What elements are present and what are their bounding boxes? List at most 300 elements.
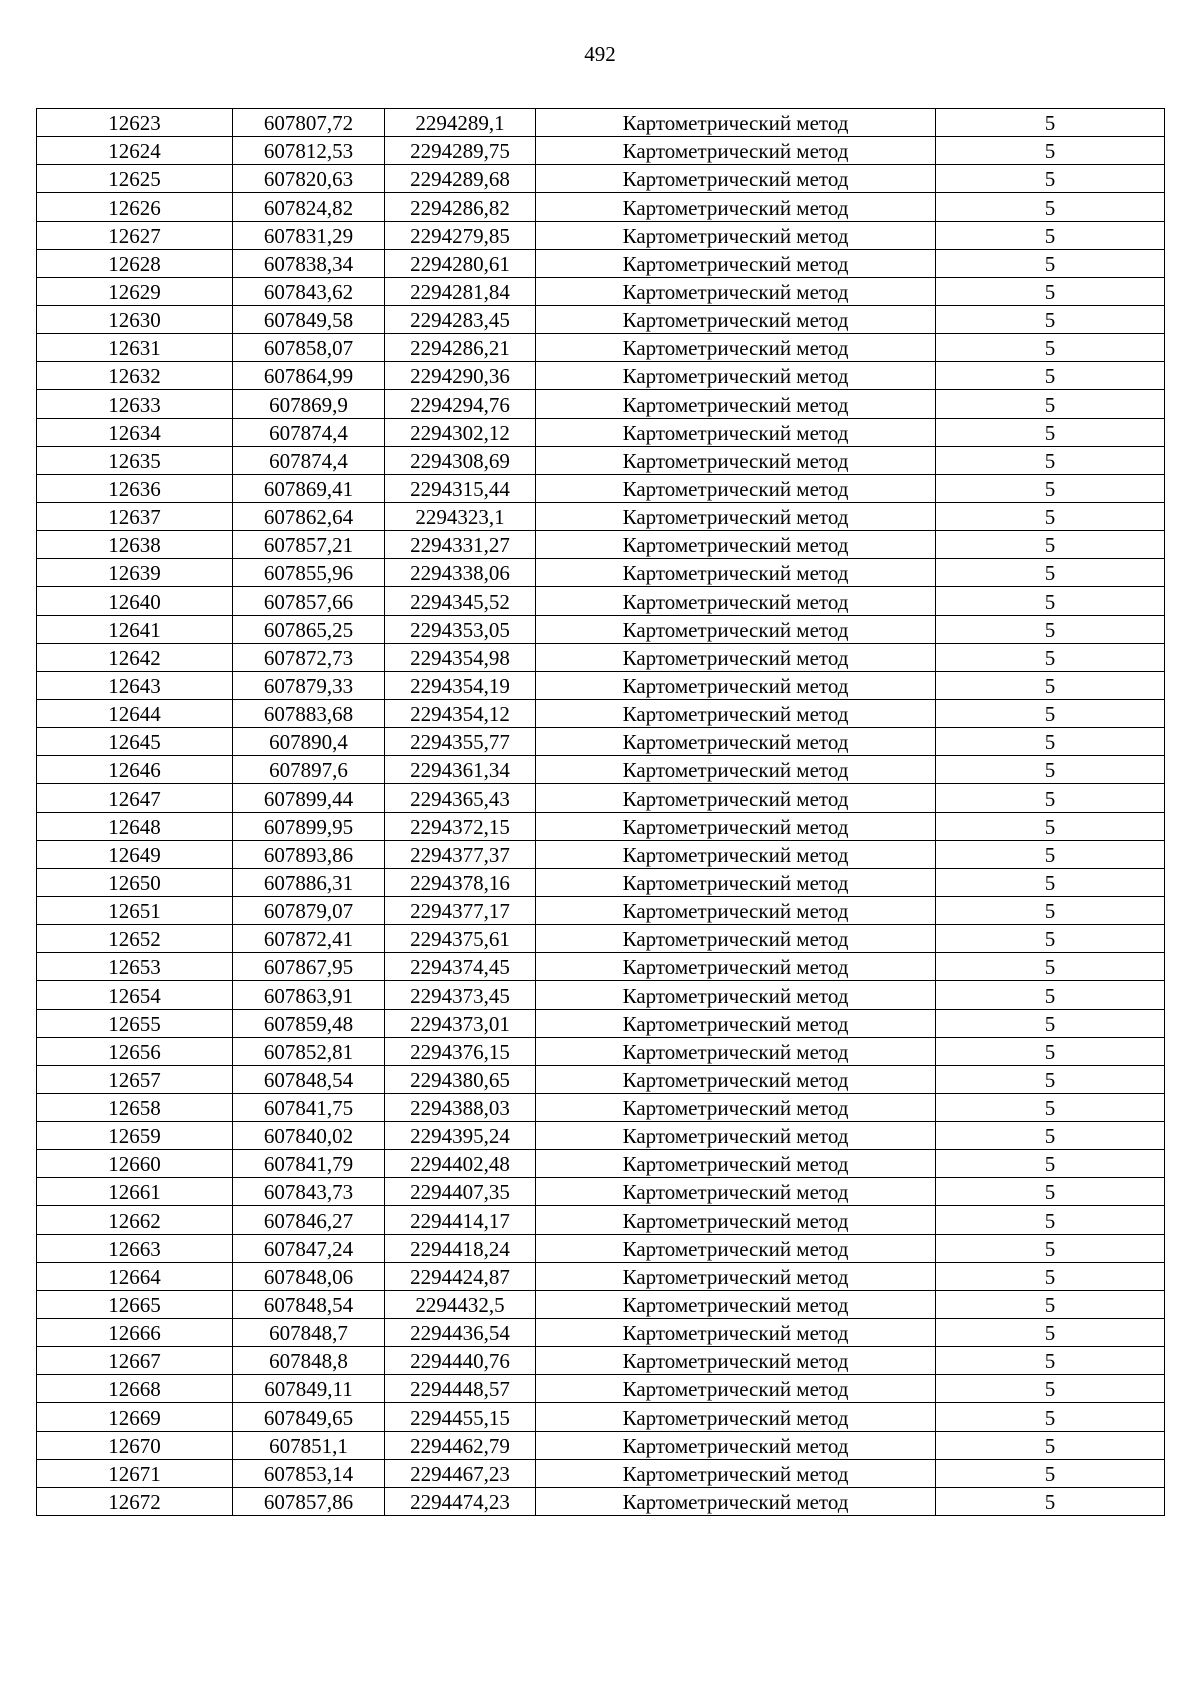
accuracy-cell: 5 bbox=[936, 305, 1165, 333]
method-cell: Картометрический метод bbox=[536, 221, 936, 249]
x-coordinate-cell: 607849,58 bbox=[233, 305, 385, 333]
table-row bbox=[37, 812, 1165, 840]
y-coordinate-cell: 2294407,35 bbox=[385, 1178, 536, 1206]
x-coordinate-cell: 607824,82 bbox=[233, 193, 385, 221]
x-coordinate-cell: 607857,21 bbox=[233, 531, 385, 559]
point-number-cell: 12627 bbox=[37, 221, 233, 249]
y-coordinate-cell: 2294286,82 bbox=[385, 193, 536, 221]
coordinates-table-body bbox=[37, 109, 1165, 1516]
x-coordinate-cell: 607812,53 bbox=[233, 137, 385, 165]
point-number-cell: 12656 bbox=[37, 1037, 233, 1065]
table-row bbox=[37, 1150, 1165, 1178]
y-coordinate-cell: 2294373,01 bbox=[385, 1009, 536, 1037]
point-number-cell: 12648 bbox=[37, 812, 233, 840]
accuracy-cell: 5 bbox=[936, 165, 1165, 193]
accuracy-cell: 5 bbox=[936, 953, 1165, 981]
y-coordinate-cell: 2294289,1 bbox=[385, 109, 536, 137]
x-coordinate-cell: 607853,14 bbox=[233, 1459, 385, 1487]
accuracy-cell: 5 bbox=[936, 1459, 1165, 1487]
x-coordinate-cell: 607874,4 bbox=[233, 418, 385, 446]
y-coordinate-cell: 2294414,17 bbox=[385, 1206, 536, 1234]
coordinates-table bbox=[36, 108, 1165, 1516]
method-cell: Картометрический метод bbox=[536, 1093, 936, 1121]
table-row bbox=[37, 305, 1165, 333]
table-row bbox=[37, 1122, 1165, 1150]
accuracy-cell: 5 bbox=[936, 615, 1165, 643]
accuracy-cell: 5 bbox=[936, 362, 1165, 390]
method-cell: Картометрический метод bbox=[536, 1065, 936, 1093]
x-coordinate-cell: 607849,11 bbox=[233, 1375, 385, 1403]
table-row bbox=[37, 896, 1165, 924]
y-coordinate-cell: 2294286,21 bbox=[385, 334, 536, 362]
x-coordinate-cell: 607899,44 bbox=[233, 784, 385, 812]
point-number-cell: 12659 bbox=[37, 1122, 233, 1150]
table-row bbox=[37, 502, 1165, 530]
point-number-cell: 12671 bbox=[37, 1459, 233, 1487]
point-number-cell: 12644 bbox=[37, 699, 233, 727]
x-coordinate-cell: 607899,95 bbox=[233, 812, 385, 840]
point-number-cell: 12631 bbox=[37, 334, 233, 362]
method-cell: Картометрический метод bbox=[536, 109, 936, 137]
point-number-cell: 12669 bbox=[37, 1403, 233, 1431]
y-coordinate-cell: 2294424,87 bbox=[385, 1262, 536, 1290]
y-coordinate-cell: 2294402,48 bbox=[385, 1150, 536, 1178]
point-number-cell: 12652 bbox=[37, 925, 233, 953]
table-row bbox=[37, 1009, 1165, 1037]
method-cell: Картометрический метод bbox=[536, 334, 936, 362]
method-cell: Картометрический метод bbox=[536, 925, 936, 953]
method-cell: Картометрический метод bbox=[536, 981, 936, 1009]
table-row bbox=[37, 1065, 1165, 1093]
point-number-cell: 12658 bbox=[37, 1093, 233, 1121]
accuracy-cell: 5 bbox=[936, 868, 1165, 896]
point-number-cell: 12670 bbox=[37, 1431, 233, 1459]
method-cell: Картометрический метод bbox=[536, 756, 936, 784]
table-row bbox=[37, 1178, 1165, 1206]
table-row bbox=[37, 1290, 1165, 1318]
point-number-cell: 12625 bbox=[37, 165, 233, 193]
table-row bbox=[37, 249, 1165, 277]
method-cell: Картометрический метод bbox=[536, 390, 936, 418]
y-coordinate-cell: 2294279,85 bbox=[385, 221, 536, 249]
table-row bbox=[37, 1375, 1165, 1403]
table-row bbox=[37, 418, 1165, 446]
table-row bbox=[37, 1431, 1165, 1459]
y-coordinate-cell: 2294345,52 bbox=[385, 587, 536, 615]
accuracy-cell: 5 bbox=[936, 1234, 1165, 1262]
y-coordinate-cell: 2294455,15 bbox=[385, 1403, 536, 1431]
x-coordinate-cell: 607890,4 bbox=[233, 728, 385, 756]
y-coordinate-cell: 2294373,45 bbox=[385, 981, 536, 1009]
table-row bbox=[37, 1319, 1165, 1347]
accuracy-cell: 5 bbox=[936, 474, 1165, 502]
point-number-cell: 12664 bbox=[37, 1262, 233, 1290]
method-cell: Картометрический метод bbox=[536, 784, 936, 812]
x-coordinate-cell: 607848,06 bbox=[233, 1262, 385, 1290]
x-coordinate-cell: 607851,1 bbox=[233, 1431, 385, 1459]
point-number-cell: 12665 bbox=[37, 1290, 233, 1318]
y-coordinate-cell: 2294289,68 bbox=[385, 165, 536, 193]
point-number-cell: 12647 bbox=[37, 784, 233, 812]
table-row bbox=[37, 1037, 1165, 1065]
x-coordinate-cell: 607883,68 bbox=[233, 699, 385, 727]
point-number-cell: 12667 bbox=[37, 1347, 233, 1375]
point-number-cell: 12642 bbox=[37, 643, 233, 671]
y-coordinate-cell: 2294418,24 bbox=[385, 1234, 536, 1262]
table-row bbox=[37, 193, 1165, 221]
method-cell: Картометрический метод bbox=[536, 1150, 936, 1178]
x-coordinate-cell: 607849,65 bbox=[233, 1403, 385, 1431]
point-number-cell: 12672 bbox=[37, 1487, 233, 1515]
table-row bbox=[37, 756, 1165, 784]
y-coordinate-cell: 2294388,03 bbox=[385, 1093, 536, 1121]
x-coordinate-cell: 607848,54 bbox=[233, 1065, 385, 1093]
method-cell: Картометрический метод bbox=[536, 1178, 936, 1206]
method-cell: Картометрический метод bbox=[536, 1037, 936, 1065]
x-coordinate-cell: 607807,72 bbox=[233, 109, 385, 137]
table-row bbox=[37, 1403, 1165, 1431]
accuracy-cell: 5 bbox=[936, 1319, 1165, 1347]
y-coordinate-cell: 2294308,69 bbox=[385, 446, 536, 474]
accuracy-cell: 5 bbox=[936, 1347, 1165, 1375]
point-number-cell: 12660 bbox=[37, 1150, 233, 1178]
table-row bbox=[37, 137, 1165, 165]
point-number-cell: 12650 bbox=[37, 868, 233, 896]
method-cell: Картометрический метод bbox=[536, 1459, 936, 1487]
table-row bbox=[37, 1234, 1165, 1262]
accuracy-cell: 5 bbox=[936, 1487, 1165, 1515]
y-coordinate-cell: 2294378,16 bbox=[385, 868, 536, 896]
y-coordinate-cell: 2294354,98 bbox=[385, 643, 536, 671]
x-coordinate-cell: 607855,96 bbox=[233, 559, 385, 587]
accuracy-cell: 5 bbox=[936, 1290, 1165, 1318]
method-cell: Картометрический метод bbox=[536, 615, 936, 643]
method-cell: Картометрический метод bbox=[536, 362, 936, 390]
accuracy-cell: 5 bbox=[936, 1093, 1165, 1121]
y-coordinate-cell: 2294474,23 bbox=[385, 1487, 536, 1515]
accuracy-cell: 5 bbox=[936, 1009, 1165, 1037]
table-row bbox=[37, 1459, 1165, 1487]
method-cell: Картометрический метод bbox=[536, 1403, 936, 1431]
x-coordinate-cell: 607858,07 bbox=[233, 334, 385, 362]
y-coordinate-cell: 2294440,76 bbox=[385, 1347, 536, 1375]
y-coordinate-cell: 2294354,19 bbox=[385, 671, 536, 699]
x-coordinate-cell: 607859,48 bbox=[233, 1009, 385, 1037]
accuracy-cell: 5 bbox=[936, 784, 1165, 812]
x-coordinate-cell: 607879,07 bbox=[233, 896, 385, 924]
y-coordinate-cell: 2294375,61 bbox=[385, 925, 536, 953]
x-coordinate-cell: 607879,33 bbox=[233, 671, 385, 699]
method-cell: Картометрический метод bbox=[536, 1122, 936, 1150]
accuracy-cell: 5 bbox=[936, 1375, 1165, 1403]
x-coordinate-cell: 607838,34 bbox=[233, 249, 385, 277]
method-cell: Картометрический метод bbox=[536, 699, 936, 727]
table-row bbox=[37, 362, 1165, 390]
method-cell: Картометрический метод bbox=[536, 1290, 936, 1318]
table-row bbox=[37, 840, 1165, 868]
x-coordinate-cell: 607820,63 bbox=[233, 165, 385, 193]
x-coordinate-cell: 607846,27 bbox=[233, 1206, 385, 1234]
y-coordinate-cell: 2294302,12 bbox=[385, 418, 536, 446]
table-row bbox=[37, 390, 1165, 418]
accuracy-cell: 5 bbox=[936, 193, 1165, 221]
method-cell: Картометрический метод bbox=[536, 1347, 936, 1375]
y-coordinate-cell: 2294372,15 bbox=[385, 812, 536, 840]
x-coordinate-cell: 607872,41 bbox=[233, 925, 385, 953]
point-number-cell: 12640 bbox=[37, 587, 233, 615]
accuracy-cell: 5 bbox=[936, 643, 1165, 671]
method-cell: Картометрический метод bbox=[536, 1206, 936, 1234]
y-coordinate-cell: 2294376,15 bbox=[385, 1037, 536, 1065]
point-number-cell: 12657 bbox=[37, 1065, 233, 1093]
table-row bbox=[37, 981, 1165, 1009]
accuracy-cell: 5 bbox=[936, 840, 1165, 868]
y-coordinate-cell: 2294355,77 bbox=[385, 728, 536, 756]
point-number-cell: 12663 bbox=[37, 1234, 233, 1262]
method-cell: Картометрический метод bbox=[536, 474, 936, 502]
accuracy-cell: 5 bbox=[936, 728, 1165, 756]
point-number-cell: 12668 bbox=[37, 1375, 233, 1403]
table-row bbox=[37, 531, 1165, 559]
accuracy-cell: 5 bbox=[936, 756, 1165, 784]
y-coordinate-cell: 2294353,05 bbox=[385, 615, 536, 643]
y-coordinate-cell: 2294377,37 bbox=[385, 840, 536, 868]
x-coordinate-cell: 607840,02 bbox=[233, 1122, 385, 1150]
table-row bbox=[37, 1347, 1165, 1375]
method-cell: Картометрический метод bbox=[536, 812, 936, 840]
x-coordinate-cell: 607897,6 bbox=[233, 756, 385, 784]
table-row bbox=[37, 671, 1165, 699]
x-coordinate-cell: 607864,99 bbox=[233, 362, 385, 390]
table-row bbox=[37, 221, 1165, 249]
accuracy-cell: 5 bbox=[936, 1403, 1165, 1431]
method-cell: Картометрический метод bbox=[536, 1319, 936, 1347]
x-coordinate-cell: 607869,41 bbox=[233, 474, 385, 502]
table-row bbox=[37, 277, 1165, 305]
accuracy-cell: 5 bbox=[936, 1206, 1165, 1234]
point-number-cell: 12638 bbox=[37, 531, 233, 559]
accuracy-cell: 5 bbox=[936, 109, 1165, 137]
x-coordinate-cell: 607857,66 bbox=[233, 587, 385, 615]
method-cell: Картометрический метод bbox=[536, 840, 936, 868]
point-number-cell: 12651 bbox=[37, 896, 233, 924]
point-number-cell: 12643 bbox=[37, 671, 233, 699]
x-coordinate-cell: 607893,86 bbox=[233, 840, 385, 868]
y-coordinate-cell: 2294338,06 bbox=[385, 559, 536, 587]
table-row bbox=[37, 643, 1165, 671]
point-number-cell: 12626 bbox=[37, 193, 233, 221]
y-coordinate-cell: 2294331,27 bbox=[385, 531, 536, 559]
point-number-cell: 12629 bbox=[37, 277, 233, 305]
table-row bbox=[37, 1093, 1165, 1121]
accuracy-cell: 5 bbox=[936, 1150, 1165, 1178]
table-row bbox=[37, 868, 1165, 896]
point-number-cell: 12653 bbox=[37, 953, 233, 981]
table-row bbox=[37, 784, 1165, 812]
accuracy-cell: 5 bbox=[936, 1262, 1165, 1290]
x-coordinate-cell: 607841,75 bbox=[233, 1093, 385, 1121]
y-coordinate-cell: 2294374,45 bbox=[385, 953, 536, 981]
method-cell: Картометрический метод bbox=[536, 502, 936, 530]
x-coordinate-cell: 607869,9 bbox=[233, 390, 385, 418]
method-cell: Картометрический метод bbox=[536, 165, 936, 193]
table-row bbox=[37, 615, 1165, 643]
x-coordinate-cell: 607841,79 bbox=[233, 1150, 385, 1178]
method-cell: Картометрический метод bbox=[536, 277, 936, 305]
y-coordinate-cell: 2294290,36 bbox=[385, 362, 536, 390]
accuracy-cell: 5 bbox=[936, 812, 1165, 840]
method-cell: Картометрический метод bbox=[536, 531, 936, 559]
method-cell: Картометрический метод bbox=[536, 868, 936, 896]
y-coordinate-cell: 2294380,65 bbox=[385, 1065, 536, 1093]
point-number-cell: 12636 bbox=[37, 474, 233, 502]
x-coordinate-cell: 607872,73 bbox=[233, 643, 385, 671]
point-number-cell: 12639 bbox=[37, 559, 233, 587]
x-coordinate-cell: 607857,86 bbox=[233, 1487, 385, 1515]
y-coordinate-cell: 2294462,79 bbox=[385, 1431, 536, 1459]
y-coordinate-cell: 2294280,61 bbox=[385, 249, 536, 277]
point-number-cell: 12623 bbox=[37, 109, 233, 137]
method-cell: Картометрический метод bbox=[536, 643, 936, 671]
method-cell: Картометрический метод bbox=[536, 953, 936, 981]
accuracy-cell: 5 bbox=[936, 1037, 1165, 1065]
accuracy-cell: 5 bbox=[936, 1122, 1165, 1150]
y-coordinate-cell: 2294289,75 bbox=[385, 137, 536, 165]
accuracy-cell: 5 bbox=[936, 221, 1165, 249]
method-cell: Картометрический метод bbox=[536, 1375, 936, 1403]
accuracy-cell: 5 bbox=[936, 418, 1165, 446]
point-number-cell: 12633 bbox=[37, 390, 233, 418]
y-coordinate-cell: 2294283,45 bbox=[385, 305, 536, 333]
accuracy-cell: 5 bbox=[936, 277, 1165, 305]
table-row bbox=[37, 165, 1165, 193]
x-coordinate-cell: 607867,95 bbox=[233, 953, 385, 981]
x-coordinate-cell: 607874,4 bbox=[233, 446, 385, 474]
x-coordinate-cell: 607843,62 bbox=[233, 277, 385, 305]
point-number-cell: 12641 bbox=[37, 615, 233, 643]
method-cell: Картометрический метод bbox=[536, 671, 936, 699]
table-row bbox=[37, 728, 1165, 756]
method-cell: Картометрический метод bbox=[536, 896, 936, 924]
point-number-cell: 12662 bbox=[37, 1206, 233, 1234]
point-number-cell: 12628 bbox=[37, 249, 233, 277]
accuracy-cell: 5 bbox=[936, 137, 1165, 165]
method-cell: Картометрический метод bbox=[536, 193, 936, 221]
point-number-cell: 12634 bbox=[37, 418, 233, 446]
point-number-cell: 12655 bbox=[37, 1009, 233, 1037]
x-coordinate-cell: 607831,29 bbox=[233, 221, 385, 249]
accuracy-cell: 5 bbox=[936, 1065, 1165, 1093]
point-number-cell: 12654 bbox=[37, 981, 233, 1009]
x-coordinate-cell: 607852,81 bbox=[233, 1037, 385, 1065]
table-row bbox=[37, 559, 1165, 587]
page-number: 492 bbox=[584, 42, 616, 66]
y-coordinate-cell: 2294281,84 bbox=[385, 277, 536, 305]
accuracy-cell: 5 bbox=[936, 1431, 1165, 1459]
method-cell: Картометрический метод bbox=[536, 1487, 936, 1515]
y-coordinate-cell: 2294448,57 bbox=[385, 1375, 536, 1403]
y-coordinate-cell: 2294467,23 bbox=[385, 1459, 536, 1487]
method-cell: Картометрический метод bbox=[536, 249, 936, 277]
accuracy-cell: 5 bbox=[936, 587, 1165, 615]
table-row bbox=[37, 699, 1165, 727]
y-coordinate-cell: 2294315,44 bbox=[385, 474, 536, 502]
accuracy-cell: 5 bbox=[936, 981, 1165, 1009]
point-number-cell: 12661 bbox=[37, 1178, 233, 1206]
table-row bbox=[37, 474, 1165, 502]
point-number-cell: 12637 bbox=[37, 502, 233, 530]
table-row bbox=[37, 1206, 1165, 1234]
accuracy-cell: 5 bbox=[936, 502, 1165, 530]
method-cell: Картометрический метод bbox=[536, 1009, 936, 1037]
x-coordinate-cell: 607863,91 bbox=[233, 981, 385, 1009]
accuracy-cell: 5 bbox=[936, 896, 1165, 924]
method-cell: Картометрический метод bbox=[536, 1234, 936, 1262]
point-number-cell: 12635 bbox=[37, 446, 233, 474]
point-number-cell: 12645 bbox=[37, 728, 233, 756]
x-coordinate-cell: 607848,54 bbox=[233, 1290, 385, 1318]
y-coordinate-cell: 2294323,1 bbox=[385, 502, 536, 530]
accuracy-cell: 5 bbox=[936, 390, 1165, 418]
accuracy-cell: 5 bbox=[936, 671, 1165, 699]
method-cell: Картометрический метод bbox=[536, 1431, 936, 1459]
y-coordinate-cell: 2294354,12 bbox=[385, 699, 536, 727]
accuracy-cell: 5 bbox=[936, 249, 1165, 277]
x-coordinate-cell: 607847,24 bbox=[233, 1234, 385, 1262]
y-coordinate-cell: 2294436,54 bbox=[385, 1319, 536, 1347]
x-coordinate-cell: 607865,25 bbox=[233, 615, 385, 643]
y-coordinate-cell: 2294365,43 bbox=[385, 784, 536, 812]
accuracy-cell: 5 bbox=[936, 334, 1165, 362]
method-cell: Картометрический метод bbox=[536, 446, 936, 474]
table-row bbox=[37, 109, 1165, 137]
table-row bbox=[37, 1262, 1165, 1290]
table-row bbox=[37, 953, 1165, 981]
x-coordinate-cell: 607886,31 bbox=[233, 868, 385, 896]
method-cell: Картометрический метод bbox=[536, 587, 936, 615]
point-number-cell: 12630 bbox=[37, 305, 233, 333]
method-cell: Картометрический метод bbox=[536, 559, 936, 587]
accuracy-cell: 5 bbox=[936, 699, 1165, 727]
method-cell: Картометрический метод bbox=[536, 728, 936, 756]
point-number-cell: 12666 bbox=[37, 1319, 233, 1347]
method-cell: Картометрический метод bbox=[536, 305, 936, 333]
y-coordinate-cell: 2294395,24 bbox=[385, 1122, 536, 1150]
table-row bbox=[37, 925, 1165, 953]
y-coordinate-cell: 2294377,17 bbox=[385, 896, 536, 924]
method-cell: Картометрический метод bbox=[536, 1262, 936, 1290]
y-coordinate-cell: 2294432,5 bbox=[385, 1290, 536, 1318]
method-cell: Картометрический метод bbox=[536, 137, 936, 165]
point-number-cell: 12624 bbox=[37, 137, 233, 165]
table-row bbox=[37, 334, 1165, 362]
accuracy-cell: 5 bbox=[936, 531, 1165, 559]
table-row bbox=[37, 446, 1165, 474]
accuracy-cell: 5 bbox=[936, 925, 1165, 953]
x-coordinate-cell: 607843,73 bbox=[233, 1178, 385, 1206]
accuracy-cell: 5 bbox=[936, 446, 1165, 474]
accuracy-cell: 5 bbox=[936, 559, 1165, 587]
y-coordinate-cell: 2294361,34 bbox=[385, 756, 536, 784]
x-coordinate-cell: 607848,7 bbox=[233, 1319, 385, 1347]
table-row bbox=[37, 587, 1165, 615]
y-coordinate-cell: 2294294,76 bbox=[385, 390, 536, 418]
table-row bbox=[37, 1487, 1165, 1515]
method-cell: Картометрический метод bbox=[536, 418, 936, 446]
x-coordinate-cell: 607848,8 bbox=[233, 1347, 385, 1375]
point-number-cell: 12649 bbox=[37, 840, 233, 868]
point-number-cell: 12646 bbox=[37, 756, 233, 784]
